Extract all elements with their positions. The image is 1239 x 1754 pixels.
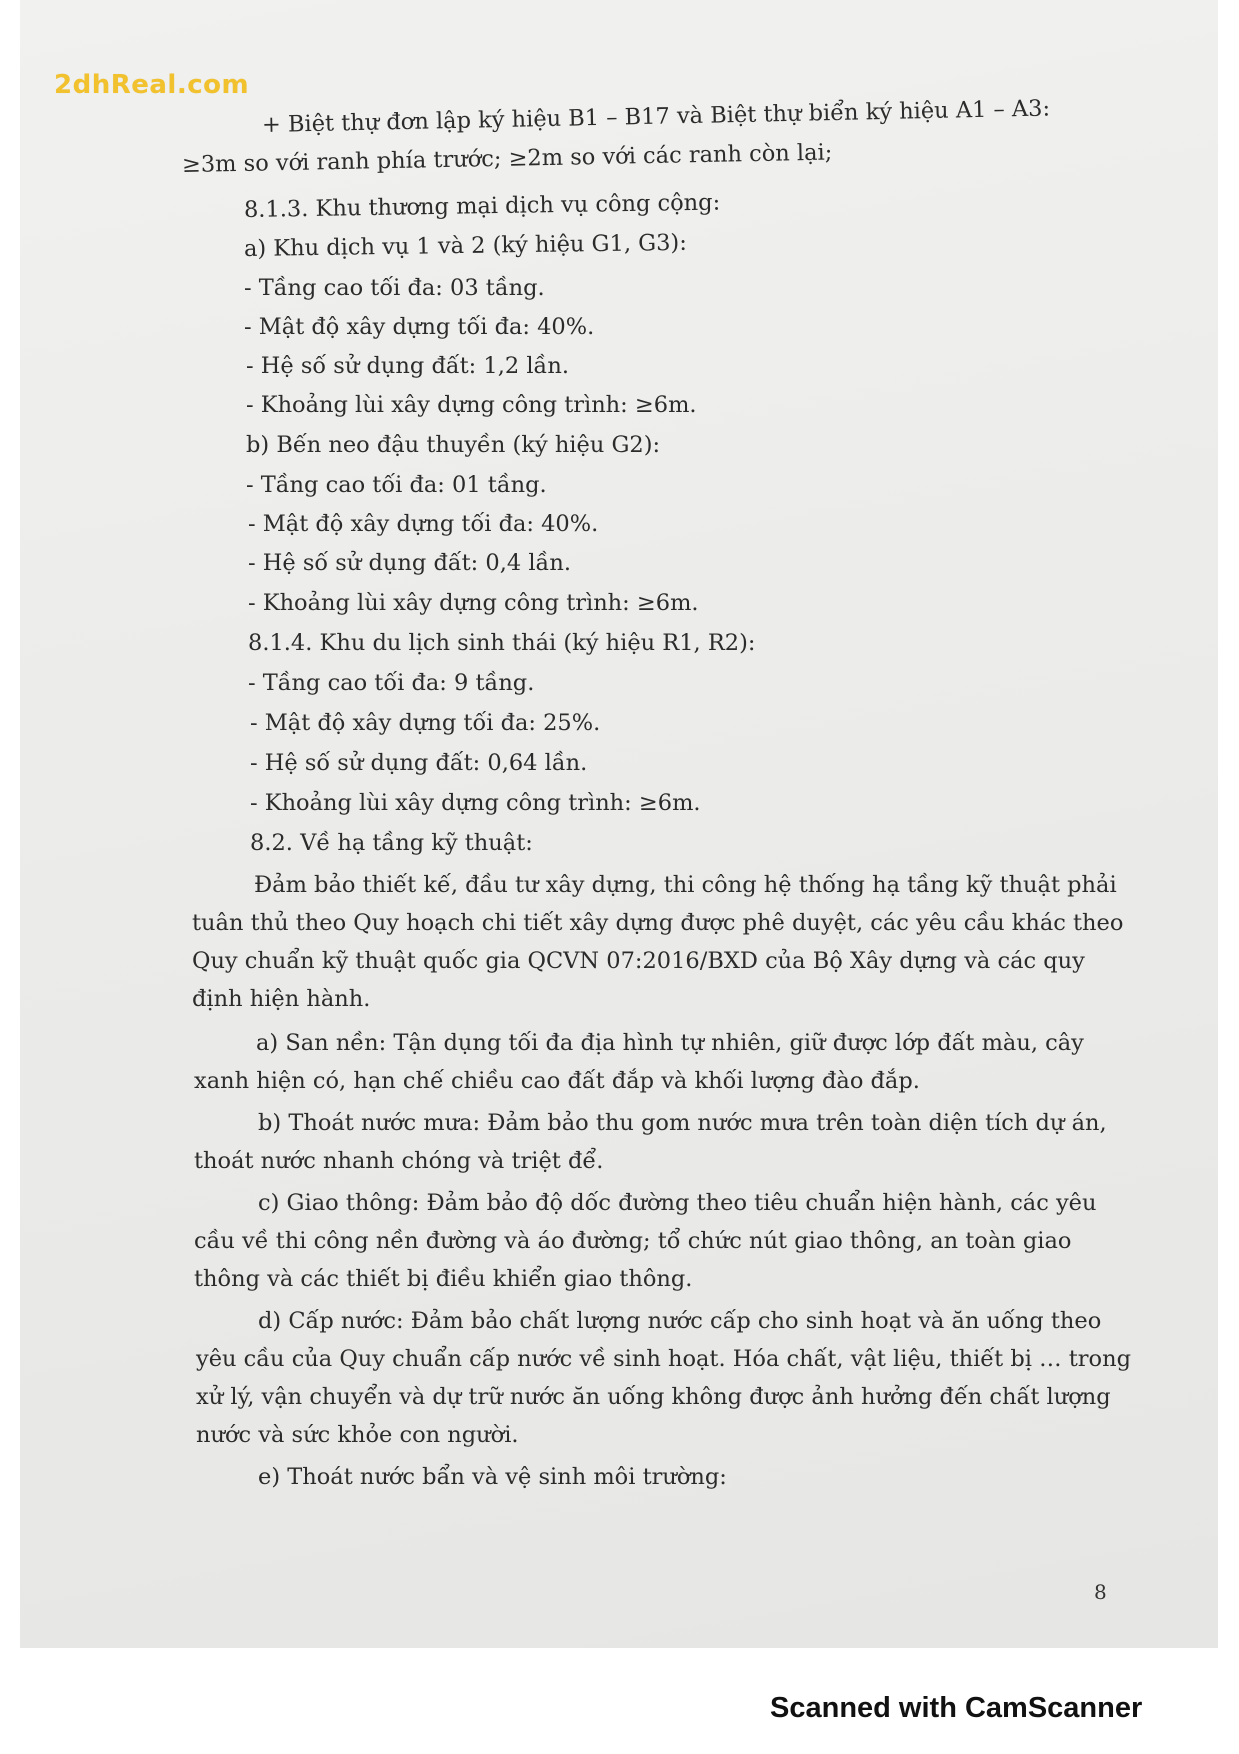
paragraph-line: b) Thoát nước mưa: Đảm bảo thu gom nước mưa trên toàn diện tích dự án, <box>258 1110 1107 1136</box>
text-line: - Tầng cao tối đa: 03 tầng. <box>244 275 545 301</box>
subsection-heading: a) Khu dịch vụ 1 và 2 (ký hiệu G1, G3): <box>243 229 687 262</box>
section-heading: 8.2. Về hạ tầng kỹ thuật: <box>250 830 533 856</box>
section-heading: 8.1.3. Khu thương mại dịch vụ công cộng: <box>243 189 721 223</box>
paragraph-line: xử lý, vận chuyển và dự trữ nước ăn uống không được ảnh hưởng đến chất lượng <box>196 1384 1111 1410</box>
paragraph-line: nước và sức khỏe con người. <box>196 1422 519 1448</box>
section-heading: 8.1.4. Khu du lịch sinh thái (ký hiệu R1, R2): <box>248 630 756 656</box>
text-line: - Tầng cao tối đa: 9 tầng. <box>248 670 535 696</box>
text-line: - Khoảng lùi xây dựng công trình: ≥6m. <box>248 590 699 616</box>
paragraph-line: Đảm bảo thiết kế, đầu tư xây dựng, thi công hệ thống hạ tầng kỹ thuật phải <box>254 872 1117 898</box>
text-line: ≥3m so với ranh phía trước; ≥2m so với các ranh còn lại; <box>181 139 833 178</box>
paragraph-line: định hiện hành. <box>192 986 371 1012</box>
text-line: - Hệ số sử dụng đất: 0,64 lần. <box>250 750 588 776</box>
text-line: - Tầng cao tối đa: 01 tầng. <box>246 472 547 498</box>
paragraph-line: tuân thủ theo Quy hoạch chi tiết xây dựng được phê duyệt, các yêu cầu khác theo <box>192 910 1124 936</box>
subsection-heading: e) Thoát nước bẩn và vệ sinh môi trường: <box>258 1464 727 1490</box>
paragraph-line: Quy chuẩn kỹ thuật quốc gia QCVN 07:2016/BXD của Bộ Xây dựng và các quy <box>192 948 1085 974</box>
paragraph-line: thoát nước nhanh chóng và triệt để. <box>194 1148 604 1174</box>
subsection-heading: b) Bến neo đậu thuyền (ký hiệu G2): <box>246 432 661 458</box>
paragraph-line: yêu cầu của Quy chuẩn cấp nước về sinh hoạt. Hóa chất, vật liệu, thiết bị … trong <box>196 1346 1131 1372</box>
paragraph-line: thông và các thiết bị điều khiển giao thông. <box>194 1266 693 1292</box>
paragraph-line: d) Cấp nước: Đảm bảo chất lượng nước cấp cho sinh hoạt và ăn uống theo <box>258 1308 1102 1334</box>
watermark-logo: 2dhReal.com <box>54 70 250 100</box>
scanned-page <box>20 0 1218 1648</box>
text-line: - Mật độ xây dựng tối đa: 40%. <box>248 511 599 537</box>
text-line: - Mật độ xây dựng tối đa: 25%. <box>250 710 601 736</box>
text-line: - Hệ số sử dụng đất: 1,2 lần. <box>246 353 569 379</box>
scanner-footer-text: Scanned with CamScanner <box>770 1692 1143 1724</box>
page-number: 8 <box>1094 1580 1107 1604</box>
text-line: - Mật độ xây dựng tối đa: 40%. <box>244 314 595 340</box>
text-line: - Khoảng lùi xây dựng công trình: ≥6m. <box>250 790 701 816</box>
text-line: - Khoảng lùi xây dựng công trình: ≥6m. <box>246 392 697 418</box>
paragraph-line: cầu về thi công nền đường và áo đường; tổ chức nút giao thông, an toàn giao <box>194 1228 1072 1254</box>
document-body <box>20 0 1218 1648</box>
text-line: + Biệt thự đơn lập ký hiệu B1 – B17 và Biệt thự biển ký hiệu A1 – A3: <box>261 95 1051 138</box>
paragraph-line: c) Giao thông: Đảm bảo độ dốc đường theo tiêu chuẩn hiện hành, các yêu <box>258 1190 1097 1216</box>
text-line: - Hệ số sử dụng đất: 0,4 lần. <box>248 550 571 576</box>
paragraph-line: a) San nền: Tận dụng tối đa địa hình tự nhiên, giữ được lớp đất màu, cây <box>256 1030 1084 1056</box>
paragraph-line: xanh hiện có, hạn chế chiều cao đất đắp và khối lượng đào đắp. <box>194 1068 920 1094</box>
